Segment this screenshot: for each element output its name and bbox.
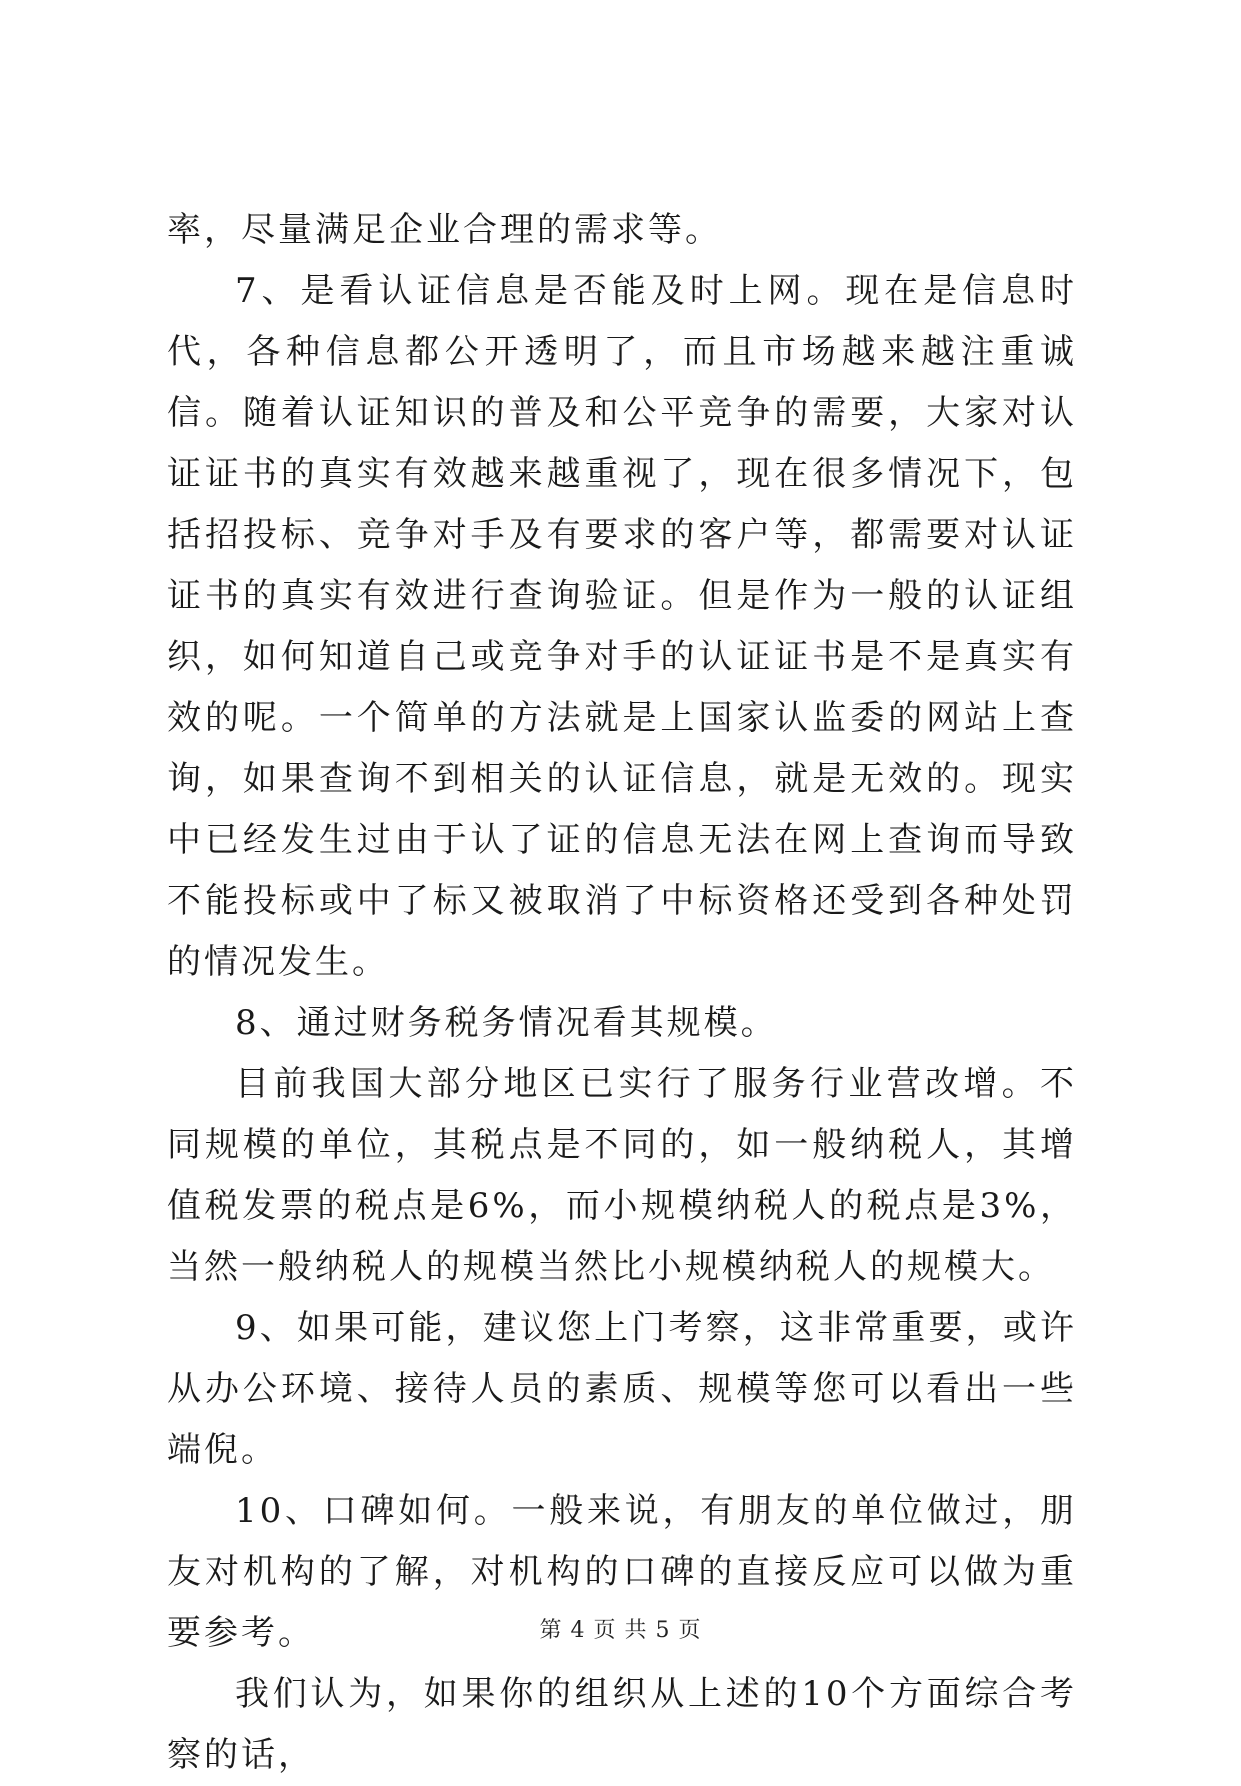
paragraph: 7、是看认证信息是否能及时上网。现在是信息时代，各种信息都公开透明了，而且市场越来越注重诚信。随着认证知识的普及和公平竞争的需要，大家对认证证书的真实有效越来越重视了，现在很多情况下，包括招投标、竞争对手及有要求的客户等，都需要对认证证书的真实有效进行查询验证。但是作为一般的认证组织，如何知道自己或竞争对手的认证证书是不是真实有效的呢。一个简单的方法就是上国家认监委的网站上查询，如果查询不到相关的认证信息，就是无效的。现实中已经发生过由于认了证的信息无法在网上查询而导致不能投标或中了标又被取消了中标资格还受到各种处罚的情况发生。 <box>167 271 1077 982</box>
paragraph: 10、口碑如何。一般来说，有朋友的单位做过，朋友对机构的了解，对机构的口碑的直接反应可以做为重要参考。 <box>167 1491 1077 1653</box>
page-number-footer: 第 4 页 共 5 页 <box>539 1618 702 1643</box>
paragraph: 我们认为，如果你的组织从上述的10个方面综合考察的话， <box>167 1674 1077 1775</box>
paragraph: 8、通过财务税务情况看其规模。 <box>235 1003 778 1043</box>
paragraph: 率，尽量满足企业合理的需求等。 <box>167 210 722 250</box>
paragraph: 9、如果可能，建议您上门考察，这非常重要，或许从办公环境、接待人员的素质、规模等您可以看出一些端倪。 <box>167 1308 1077 1470</box>
document-body <box>167 200 1077 1786</box>
paragraph: 目前我国大部分地区已实行了服务行业营改增。不同规模的单位，其税点是不同的，如一般纳税人，其增值税发票的税点是6%，而小规模纳税人的税点是3%，当然一般纳税人的规模当然比小规模纳税人的规模大。 <box>167 1064 1077 1287</box>
